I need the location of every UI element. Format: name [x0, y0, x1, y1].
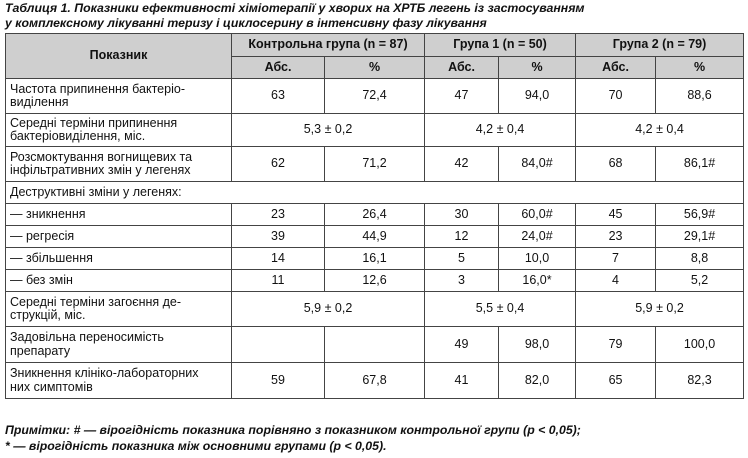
notes-line-2: * — вірогідність показника між основними групами (p < 0,05). [5, 439, 387, 453]
cell-value: 39 [232, 226, 325, 248]
table-row [6, 226, 744, 248]
cell-value: 62 [232, 147, 325, 182]
header-indicator: Показник [6, 34, 232, 79]
cell-value: 63 [232, 79, 325, 114]
row-label: — зникнення [6, 204, 232, 226]
cell-value: 4 [576, 270, 656, 292]
cell-value: 5,5 ± 0,4 [425, 292, 576, 327]
cell-value: 5,2 [656, 270, 744, 292]
cell-value: 56,9# [656, 204, 744, 226]
table-row [6, 270, 744, 292]
cell-value: 5,9 ± 0,2 [576, 292, 744, 327]
cell-value: 82,3 [656, 363, 744, 399]
cell-value: 16,1 [325, 248, 425, 270]
cell-value: 100,0 [656, 327, 744, 363]
cell-value: 49 [425, 327, 499, 363]
cell-value: 70 [576, 79, 656, 114]
cell-value: 79 [576, 327, 656, 363]
header-group-2: Група 2 (n = 79) [576, 34, 744, 57]
cell-value: 16,0* [499, 270, 576, 292]
header-group-1: Група 1 (n = 50) [425, 34, 576, 57]
cell-value: 23 [232, 204, 325, 226]
cell-value: 23 [576, 226, 656, 248]
cell-value: 47 [425, 79, 499, 114]
cell-value: 10,0 [499, 248, 576, 270]
cell-value: 41 [425, 363, 499, 399]
cell-value: 84,0# [499, 147, 576, 182]
table-row [6, 248, 744, 270]
cell-value: 14 [232, 248, 325, 270]
cell-value: 29,1# [656, 226, 744, 248]
cell-value: 59 [232, 363, 325, 399]
table-row [6, 182, 744, 204]
cell-value: 3 [425, 270, 499, 292]
header-abs: Абс. [232, 57, 325, 79]
cell-value: 68 [576, 147, 656, 182]
table-row [6, 147, 744, 182]
row-label: Частота припинення бактеріо- виділення [6, 79, 232, 114]
cell-value [325, 327, 425, 363]
header-row-1 [6, 34, 744, 57]
table-row [6, 327, 744, 363]
table-row [6, 114, 744, 147]
row-label: Середні терміни загоєння де- струкцій, міс. [6, 292, 232, 327]
cell-value: 4,2 ± 0,4 [425, 114, 576, 147]
header-abs: Абс. [576, 57, 656, 79]
cell-value: 12,6 [325, 270, 425, 292]
cell-value: 45 [576, 204, 656, 226]
cell-value: 71,2 [325, 147, 425, 182]
cell-value [232, 327, 325, 363]
section-label: Деструктивні зміни у легенях: [6, 182, 744, 204]
row-label: Розсмоктування вогнищевих та інфільтративних змін у легенях [6, 147, 232, 182]
cell-value: 82,0 [499, 363, 576, 399]
table-row [6, 204, 744, 226]
table-row [6, 79, 744, 114]
caption-line-1: Таблиця 1. Показники ефективності хіміотерапії у хворих на ХРТБ легень із застосуванням [5, 1, 585, 15]
cell-value: 94,0 [499, 79, 576, 114]
notes-line-1: Примітки: # — вірогідність показника порівняно з показником контрольної групи (p < 0,05); [5, 423, 581, 437]
cell-value: 5 [425, 248, 499, 270]
row-label: — без змін [6, 270, 232, 292]
table-row [6, 292, 744, 327]
header-pct: % [656, 57, 744, 79]
row-label: — регресія [6, 226, 232, 248]
cell-value: 44,9 [325, 226, 425, 248]
cell-value: 4,2 ± 0,4 [576, 114, 744, 147]
cell-value: 88,6 [656, 79, 744, 114]
cell-value: 65 [576, 363, 656, 399]
cell-value: 7 [576, 248, 656, 270]
table-caption [5, 1, 743, 31]
cell-value: 8,8 [656, 248, 744, 270]
header-abs: Абс. [425, 57, 499, 79]
caption-line-2: у комплексному лікуванні теризу і циклосерину в інтенсивну фазу лікування [5, 16, 487, 30]
cell-value: 11 [232, 270, 325, 292]
cell-value: 60,0# [499, 204, 576, 226]
table-notes [5, 422, 743, 454]
row-label: Задовільна переносимість препарату [6, 327, 232, 363]
header-pct: % [499, 57, 576, 79]
cell-value: 42 [425, 147, 499, 182]
cell-value: 5,3 ± 0,2 [232, 114, 425, 147]
row-label: Середні терміни припинення бактеріовиділення, міс. [6, 114, 232, 147]
cell-value: 98,0 [499, 327, 576, 363]
cell-value: 67,8 [325, 363, 425, 399]
row-label: Зникнення клініко-лабораторних них симптомів [6, 363, 232, 399]
row-label: — збільшення [6, 248, 232, 270]
cell-value: 5,9 ± 0,2 [232, 292, 425, 327]
efficacy-table [5, 33, 744, 399]
cell-value: 26,4 [325, 204, 425, 226]
table-row [6, 363, 744, 399]
cell-value: 12 [425, 226, 499, 248]
cell-value: 86,1# [656, 147, 744, 182]
header-pct: % [325, 57, 425, 79]
header-control-group: Контрольна група (n = 87) [232, 34, 425, 57]
cell-value: 72,4 [325, 79, 425, 114]
cell-value: 24,0# [499, 226, 576, 248]
cell-value: 30 [425, 204, 499, 226]
